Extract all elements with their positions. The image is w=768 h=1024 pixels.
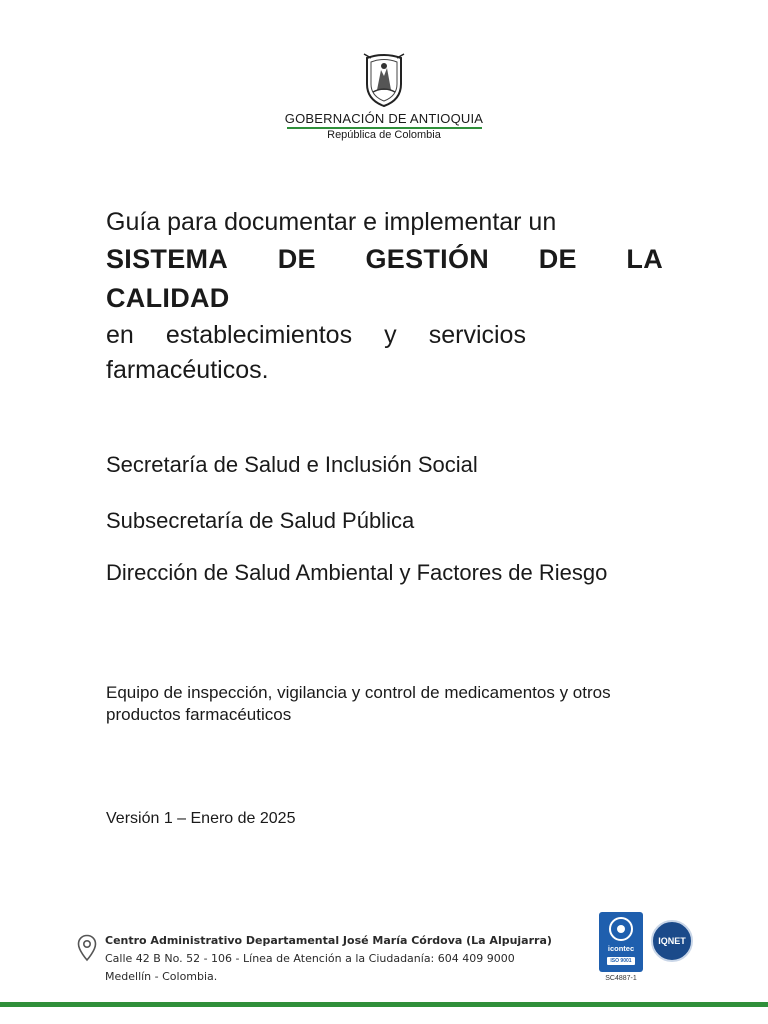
- title-intro: Guía para documentar e implementar un: [106, 208, 557, 236]
- organization-subtitle: República de Colombia: [327, 129, 441, 141]
- document-version: Versión 1 – Enero de 2025: [106, 810, 296, 827]
- location-pin-icon: [77, 934, 97, 962]
- title-word: servicios: [428, 321, 526, 349]
- title-word: en: [106, 321, 134, 349]
- footer-accent-bar: [0, 1002, 768, 1007]
- title-post-line-1: [106, 319, 526, 351]
- footer-address: Calle 42 B No. 52 - 106 - Línea de Atención a la Ciudadanía: 604 409 9000: [105, 952, 515, 965]
- title-bold-line-2: CALIDAD: [106, 283, 230, 313]
- icontec-label: icontec: [607, 944, 635, 953]
- icontec-certification-badge: [599, 912, 643, 972]
- title-word: y: [384, 321, 397, 349]
- title-word: establecimientos: [165, 321, 353, 349]
- title-bold-line-1: [106, 240, 663, 278]
- department-subsecretaria: Subsecretaría de Salud Pública: [106, 508, 415, 533]
- title-word: LA: [626, 244, 663, 274]
- footer-building-name: Centro Administrativo Departamental José María Córdova (La Alpujarra): [105, 934, 552, 947]
- title-post-line-2: farmacéuticos.: [106, 356, 269, 384]
- department-direccion: Dirección de Salud Ambiental y Factores de Riesgo: [106, 560, 608, 585]
- title-word: SISTEMA: [106, 244, 229, 274]
- footer-city: Medellín - Colombia.: [105, 970, 218, 983]
- coat-of-arms-icon: [361, 50, 407, 108]
- title-word: DE: [538, 244, 577, 274]
- organization-name: GOBERNACIÓN DE ANTIOQUIA: [284, 111, 484, 126]
- certificate-code: SC4887-1: [605, 975, 637, 982]
- team-description: Equipo de inspección, vigilancia y control de medicamentos y otros productos farmacéuticos: [106, 683, 611, 724]
- icontec-logo-icon: [609, 917, 633, 941]
- department-secretaria: Secretaría de Salud e Inclusión Social: [106, 452, 478, 477]
- iqnet-certification-badge: IQNET: [651, 920, 693, 962]
- title-word: GESTIÓN: [365, 244, 490, 274]
- title-word: DE: [277, 244, 316, 274]
- iso-label: ISO 9001: [607, 957, 634, 965]
